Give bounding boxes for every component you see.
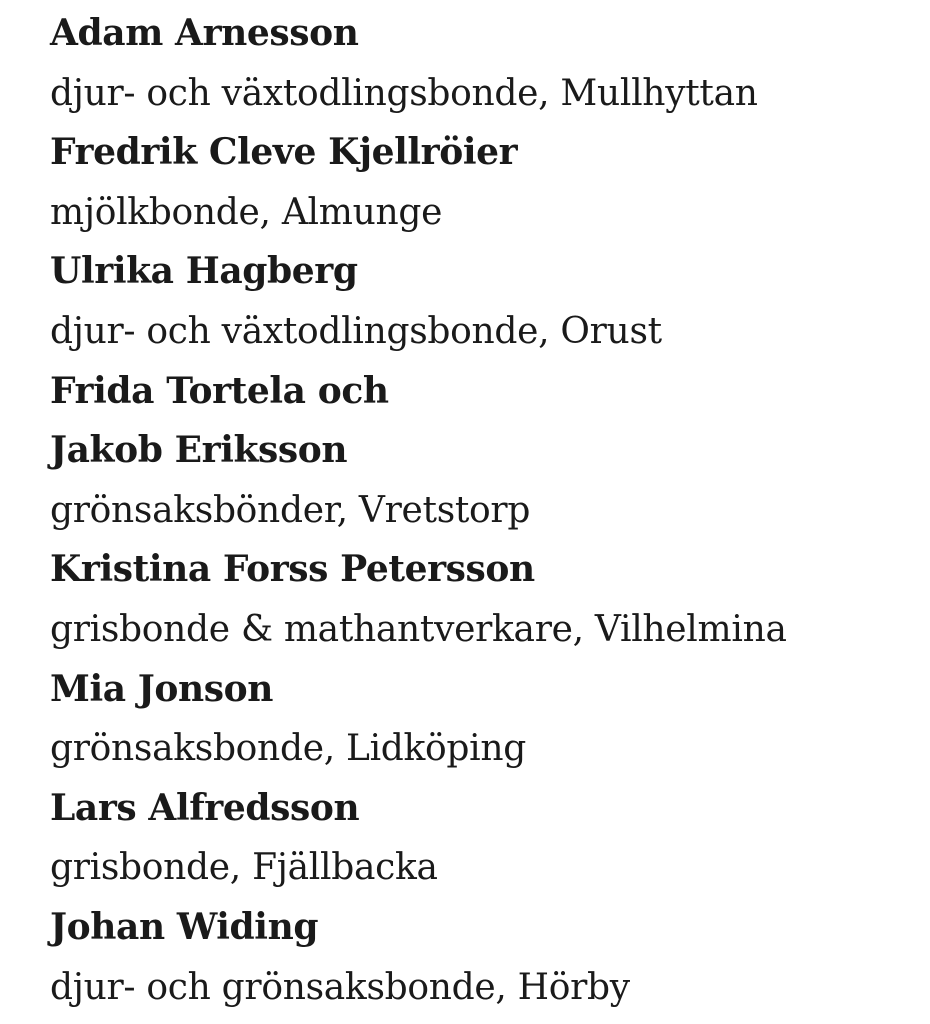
signatory-description: djur- och växtodlingsbonde, Orust bbox=[50, 310, 662, 352]
signatory-description: grönsaksbonde, Lidköping bbox=[50, 728, 527, 770]
signatory-name: Frida Tortela och bbox=[50, 369, 389, 412]
signatory-description: grisbonde & mathantverkare, Vilhelmina bbox=[50, 608, 787, 650]
signatory-name: Ulrika Hagberg bbox=[50, 250, 358, 293]
signatory-description: djur- och växtodlingsbonde, Mullhyttan bbox=[50, 72, 758, 114]
signatory-description: grisbonde, Fjällbacka bbox=[50, 847, 438, 889]
signatory-name: Kristina Forss Petersson bbox=[50, 548, 535, 591]
signatory-name: Mia Jonson bbox=[50, 667, 274, 710]
signatory-description: mjölkbonde, Almunge bbox=[50, 191, 443, 233]
signatory-name: Adam Arnesson bbox=[50, 12, 359, 54]
signatory-description: djur- och grönsaksbonde, Hörby bbox=[50, 966, 630, 1008]
signatory-name: Johan Widing bbox=[50, 905, 319, 948]
signatory-description: grönsaksbönder, Vretstorp bbox=[50, 489, 531, 531]
signatory-list bbox=[50, 4, 910, 1017]
signatory-name: Lars Alfredsson bbox=[50, 786, 360, 829]
signatory-name: Fredrik Cleve Kjellröier bbox=[50, 131, 518, 174]
signatory-name: Jakob Eriksson bbox=[50, 429, 348, 472]
